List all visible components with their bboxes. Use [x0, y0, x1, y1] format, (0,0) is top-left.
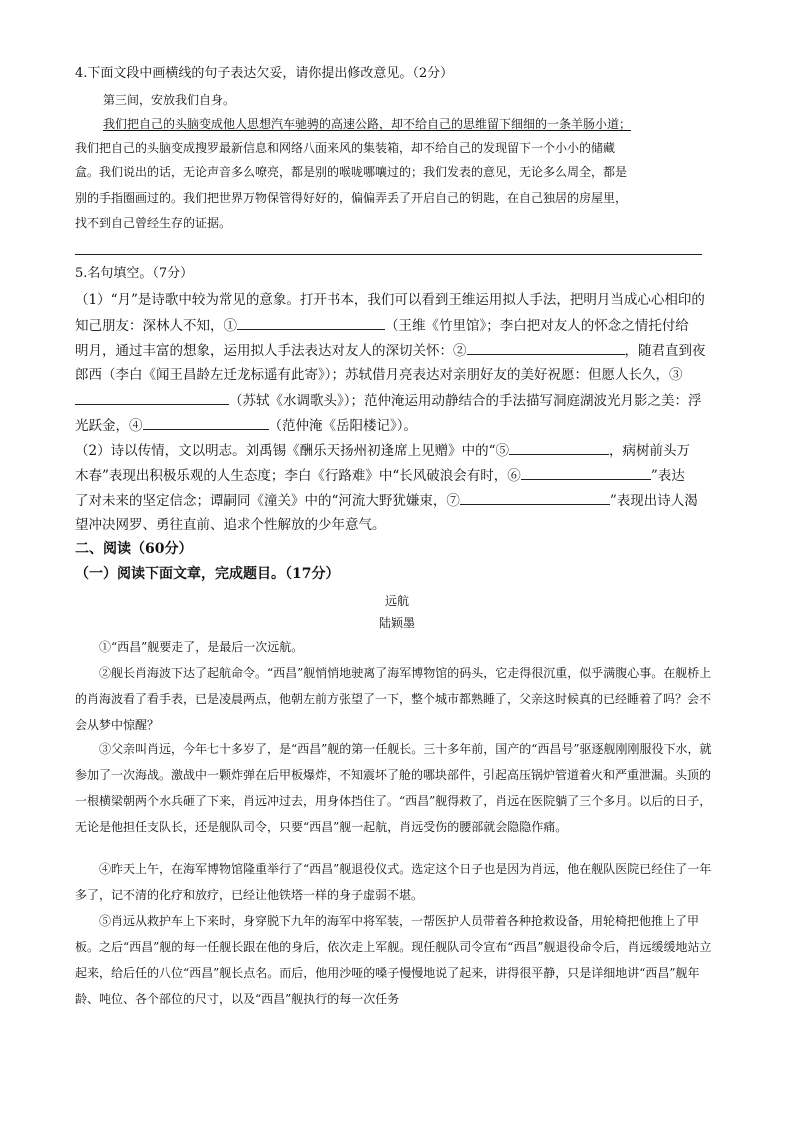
q5-part1-line5 — [75, 388, 725, 414]
blank-3[interactable] — [75, 388, 229, 405]
q5-part2-line2 — [75, 463, 725, 489]
text: 知己朋友：深林人不知，① — [75, 318, 237, 334]
text: （范仲淹《岳阳楼记》）。 — [268, 418, 417, 434]
text: ，随君直到夜 — [624, 343, 706, 359]
blank-2[interactable] — [467, 338, 625, 355]
article-title: 远航 — [384, 594, 409, 608]
q4-underlined-sentence — [75, 111, 715, 138]
article-para-5: ⑤肖远从救护车上下来时，身穿脱下九年的海军中将军装，一帮医护人员带着各种抢救设备，用轮椅把他推上了甲板。之后“西昌”舰的每一任舰长跟在他的身后，依次走上军舰。现任舰队司令宣布“西昌”舰退役命令后，肖远缓缓地站立起来，给后任的八位“西昌”舰长点名。而后，他用沙哑的嗓子慢慢地说了起来，讲得很平静，只是详细地讲“西昌”舰年龄、吨位、各个部位的尺寸，以及“西昌”舰执行的每一次任务 — [75, 914, 712, 1006]
q4-line-2: 我们把自己的头脑变成搜罗最新信息和网络八面来风的集装箱，却不给自己的发现留下一个小小的储藏 — [75, 141, 616, 155]
text: （王维《竹里馆》；李白把对友人的怀念之情托付给 — [385, 318, 689, 334]
q4-answer-line[interactable] — [75, 254, 702, 255]
q5-part2-line3 — [75, 488, 725, 514]
reading-subtitle: （一）阅读下面文章，完成题目。（17分） — [75, 566, 340, 582]
q5-part2-line1 — [75, 438, 725, 464]
text: 木春”表现出积极乐观的人生态度；李白《行路难》中“长风破浪会有时，⑥ — [75, 468, 521, 484]
text: 光跃金，④ — [75, 418, 143, 434]
q4-line-4: 别的手指圈画过的。我们把世界万物保管得好好的，偏偏弄丢了开启自己的钥匙，在自己独居的房屋里， — [75, 191, 628, 205]
q4-line-3: 盒。我们说出的话，无论声音多么嘹亮，都是别的喉咙哪嚷过的；我们发表的意见，无论多么周全，都是 — [75, 165, 628, 179]
blank-6[interactable] — [521, 463, 651, 480]
blank-1[interactable] — [237, 313, 385, 330]
text: ，病树前头万 — [609, 443, 690, 459]
article-para-3: ③父亲叫肖远，今年七十多岁了，是“西昌”舰的第一任舰长。三十多年前，国产的“西昌号”驱逐舰刚刚服役下水，就参加了一次海战。激战中一颗炸弹在后甲板爆炸，不知震坏了舱的哪块部件，引起高压锅炉管道着火和严重泄漏。头顶的一根横梁朝两个水兵砸了下来，肖远冲过去，用身体挡住了。“西昌”舰得救了，肖远在医院躺了三个多月。以后的日子，无论是他担任支队长，还是舰队司令，只要“西昌”舰一起航，肖远受伤的腰部就会隐隐作痛。 — [75, 742, 712, 834]
text: （2）诗以传情，文以明志。刘禹锡《酬乐天扬州初逢席上见赠》中的“⑤ — [75, 443, 509, 459]
q5-part1-line4: 郎西（李白《闻王昌龄左迁龙标遥有此寄》）；苏轼借月亮表达对亲朋好友的美好祝愿：但愿人长久，③ — [75, 367, 683, 383]
article-author: 陆颖墨 — [378, 616, 415, 630]
blank-7[interactable] — [460, 488, 610, 505]
q5-part1-line2 — [75, 313, 725, 339]
q5-title: 5.名句填空。（7分） — [75, 266, 194, 281]
q4-line-5: 找不到自己曾经生存的证据。 — [75, 216, 232, 230]
q5-part1-line6 — [75, 413, 725, 439]
text: 了对未来的坚定信念；谭嗣同《潼关》中的“河流大野犹嫌束，⑦ — [75, 493, 460, 509]
text: 明月，通过丰富的想象，运用拟人手法表达对友人的深切关怀：② — [75, 343, 467, 359]
q5-part1-line1: （1）“月”是诗歌中较为常见的意象。打开书本，我们可以看到王维运用拟人手法，把明月当成心心相印的 — [75, 292, 705, 308]
text: ”表达 — [650, 468, 685, 484]
q5-part2-line4: 望冲决网罗、勇往直前、追求个性解放的少年意气。 — [75, 517, 386, 533]
q5-part1-line3 — [75, 338, 725, 364]
article-para-1: ①“西昌”舰要走了，是最后一次远航。 — [99, 640, 304, 654]
text: ”表现出诗人渴 — [609, 493, 698, 509]
blank-4[interactable] — [143, 413, 269, 430]
blank-5[interactable] — [509, 438, 609, 455]
text: （苏轼《水调歌头》）；范仲淹运用动静结合的手法描写洞庭湖波光月影之美：浮 — [229, 393, 702, 409]
article-para-4: ④昨天上午，在海军博物馆隆重举行了“西昌”舰退役仪式。选定这个日子也是因为肖远，他在舰队医院已经住了一年多了，记不清的化疗和放疗，已经让他铁塔一样的身子虚弱不堪。 — [75, 862, 712, 902]
section-title-reading: 二、阅读（60分） — [75, 541, 193, 557]
q4-lead: 第三间，安放我们自身。 — [103, 93, 236, 107]
q4-title: 4.下面文段中画横线的句子表达欠妥，请你提出修改意见。（2分） — [75, 66, 454, 81]
underlined-text: 我们把自己的头脑变成他人思想汽车驰骋的高速公路，却不给自己的思维留下细细的一条羊肠小道； — [103, 117, 632, 131]
article-para-2: ②舰长肖海波下达了起航命令。“西昌”舰悄悄地驶离了海军博物馆的码头，它走得很沉重，似乎满腹心事。在舰桥上的肖海波看了看手表，已是凌晨两点，他朝左前方张望了一下，整个城市都熟睡了，父亲这时候真的已经睡着了吗？会不会从梦中惊醒？ — [75, 666, 712, 732]
